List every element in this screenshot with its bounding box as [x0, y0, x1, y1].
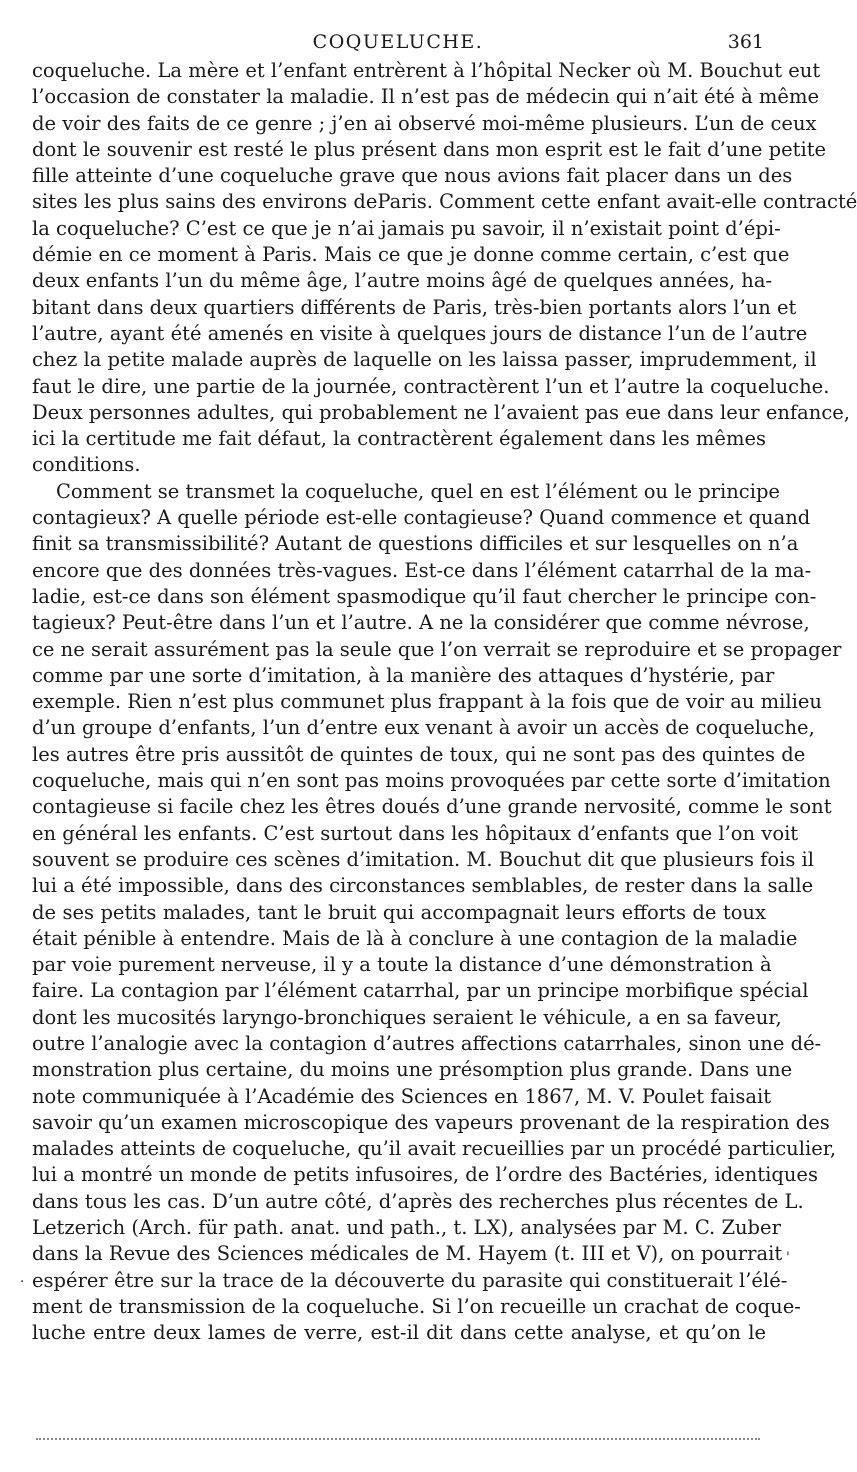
text-line: fille atteinte d’une coqueluche grave que nous avions fait placer dans un des [32, 164, 793, 188]
text-line: sites les plus sains des environs deParis. Comment cette enfant avait-elle contracté [32, 190, 857, 214]
text-line: lui a été impossible, dans des circonstances semblables, de rester dans la salle [32, 874, 814, 898]
text-line: démie en ce moment à Paris. Mais ce que je donne comme certain, c’est que [32, 243, 790, 267]
text-line: deux enfants l’un du même âge, l’autre moins âgé de quelques années, ha- [32, 269, 773, 293]
text-line: l’autre, ayant été amenés en visite à quelques jours de distance l’un de l’autre [32, 321, 808, 345]
text-line: souvent se produire ces scènes d’imitation. M. Bouchut dit que plusieurs fois il [32, 847, 815, 871]
text-line: dans tous les cas. D’un autre côté, d’après des recherches plus récentes de L. [32, 1189, 804, 1213]
text-line: ici la certitude me fait défaut, la contractèrent également dans les mêmes [32, 427, 766, 451]
text-line: malades atteints de coqueluche, qu’il avait recueillies par un procédé particulier, [32, 1137, 837, 1161]
text-line: espérer être sur la trace de la découverte du parasite qui constituerait l’élé- [32, 1268, 788, 1292]
text-line: savoir qu’un examen microscopique des vapeurs provenant de la respiration des [32, 1110, 830, 1134]
text-line: contagieuse si facile chez les êtres doués d’une grande nervosité, comme le sont [32, 795, 832, 819]
text-line: contagieux? A quelle période est-elle contagieuse? Quand commence et quand [32, 506, 811, 530]
margin-speck: · [20, 1274, 25, 1290]
bottom-rule [36, 1438, 760, 1440]
text-line: outre l’analogie avec la contagion d’autres affections catarrhales, sinon une dé- [32, 1031, 822, 1055]
text-line: ce ne serait assurément pas la seule que l’on verrait se reproduire et se propager [32, 637, 842, 661]
text-line: coqueluche. La mère et l’enfant entrèrent à l’hôpital Necker où M. Bouchut eut [32, 59, 821, 82]
text-line: Deux personnes adultes, qui probablement ne l’avaient pas eue dans leur enfance, [32, 400, 850, 424]
text-line: exemple. Rien n’est plus communet plus frappant à la fois que de voir au milieu [32, 690, 822, 714]
text-line: dont les mucosités laryngo-bronchiques seraient le véhicule, a en sa faveur, [32, 1005, 782, 1029]
text-line: faire. La contagion par l’élément catarrhal, par un principe morbifique spécial [32, 979, 809, 1003]
text-line: la coqueluche? C’est ce que je n’ai jamais pu savoir, il n’existait point d’épi- [32, 216, 781, 240]
text-line-paragraph-start: Comment se transmet la coqueluche, quel en est l’élément ou le principe [56, 479, 780, 503]
text-line: par voie purement nerveuse, il y a toute la distance d’une démonstration à [32, 953, 772, 977]
text-line: d’un groupe d’enfants, l’un d’entre eux venant à avoir un accès de coqueluche, [32, 716, 815, 740]
text-line: bitant dans deux quartiers différents de Paris, très-bien portants alors l’un et [32, 295, 797, 319]
text-line: ment de transmission de la coqueluche. Si l’on recueille un crachat de coque- [32, 1294, 801, 1318]
text-line: coqueluche, mais qui n’en sont pas moins provoquées par cette sorte d’imitation [32, 769, 831, 793]
body-text [32, 58, 857, 1347]
text-line: encore que des données très-vagues. Est-ce dans l’élément catarrhal de la ma- [32, 558, 812, 582]
running-title: COQUELUCHE. [312, 31, 484, 53]
text-line: les autres être pris aussitôt de quintes de toux, qui ne sont pas des quintes de [32, 742, 806, 766]
text-line: dans la Revue des Sciences médicales de M. Hayem (t. III et V), on pourrait [32, 1242, 783, 1266]
page-number: 361 [727, 31, 764, 53]
text-line: luche entre deux lames de verre, est-il dit dans cette analyse, et qu’on le [32, 1321, 766, 1345]
text-line: chez la petite malade auprès de laquelle on les laissa passer, imprudemment, il [32, 348, 817, 372]
text-line: l’occasion de constater la maladie. Il n’est pas de médecin qui n’ait été à même [32, 85, 819, 109]
text-line: finit sa transmissibilité? Autant de questions difficiles et sur lesquelles on n’a [32, 532, 799, 556]
text-line: de ses petits malades, tant le bruit qui accompagnait leurs efforts de toux [32, 900, 766, 924]
text-line: monstration plus certaine, du moins une présomption plus grande. Dans une [32, 1058, 793, 1082]
margin-speck: ' [786, 1250, 790, 1266]
text-line: tagieux? Peut-être dans l’un et l’autre. A ne la considérer que comme névrose, [32, 611, 810, 635]
text-line: comme par une sorte d’imitation, à la manière des attaques d’hystérie, par [32, 663, 775, 687]
text-line: note communiquée à l’Académie des Sciences en 1867, M. V. Poulet faisait [32, 1084, 772, 1108]
text-line: de voir des faits de ce genre ; j’en ai observé moi-même plusieurs. L’un de ceux [32, 111, 817, 135]
text-line: était pénible à entendre. Mais de là à conclure à une contagion de la maladie [32, 926, 798, 950]
text-line: en général les enfants. C’est surtout dans les hôpitaux d’enfants que l’on voit [32, 821, 799, 845]
text-line-paragraph-end: conditions. [32, 453, 141, 477]
text-line: ladie, est-ce dans son élément spasmodique qu’il faut chercher le principe con- [32, 584, 817, 608]
text-line: lui a montré un monde de petits infusoires, de l’ordre des Bactéries, identiques [32, 1163, 818, 1187]
text-line: dont le souvenir est resté le plus présent dans mon esprit est le fait d’une petite [32, 137, 827, 161]
text-line: Letzerich (Arch. für path. anat. und path., t. LX), analysées par M. C. Zuber [32, 1216, 781, 1240]
running-head [32, 30, 764, 56]
text-line: faut le dire, une partie de la journée, contractèrent l’un et l’autre la coqueluche. [32, 374, 830, 398]
